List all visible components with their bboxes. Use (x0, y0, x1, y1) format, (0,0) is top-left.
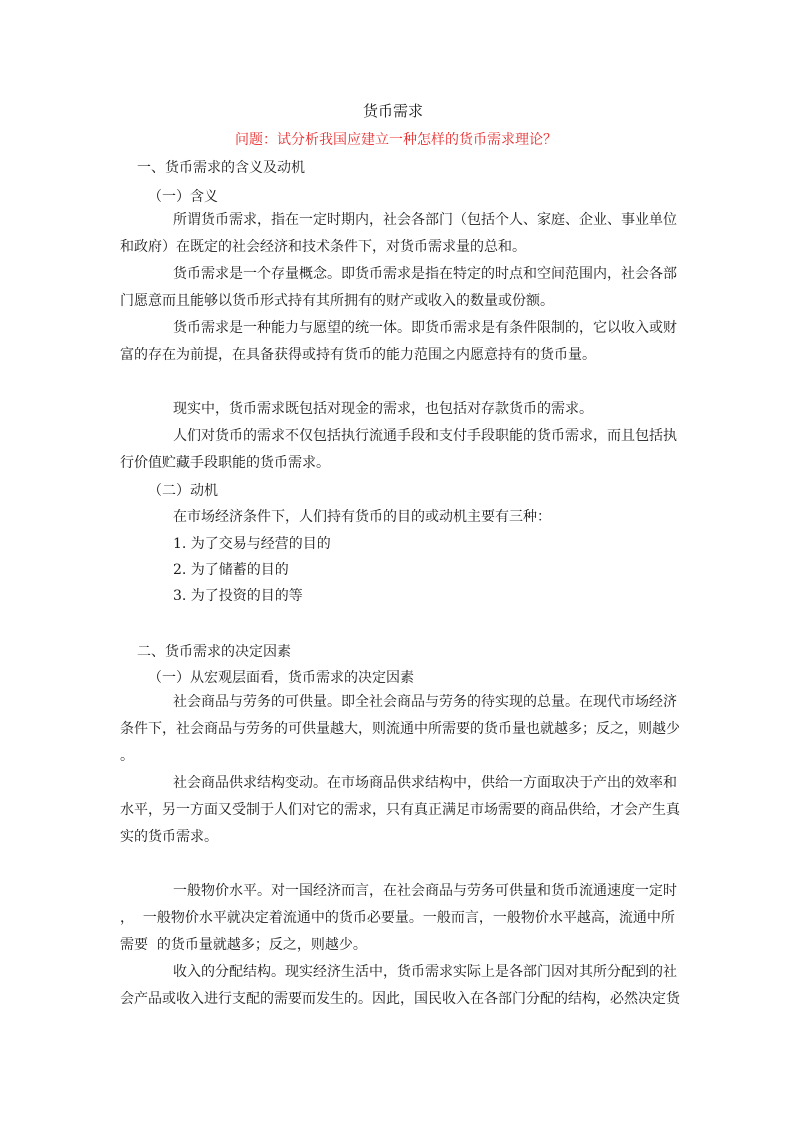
paragraph-line: ， 一般物价水平就决定着流通中的货币必要量。一般而言，一般物价水平越高，流通中所 (120, 910, 675, 926)
paragraph-line: 现实中，货币需求既包括对现金的需求，也包括对存款货币的需求。 (173, 401, 593, 417)
paragraph-line: 条件下，社会商品与劳务的可供量越大，则流通中所需要的货币量也就越多；反之，则越少 (120, 721, 680, 737)
paragraph-line: 水平，另一方面又受制于人们对它的需求，只有真正满足市场需要的商品供给，才会产生真 (120, 802, 680, 818)
paragraph-line: 在市场经济条件下，人们持有货币的目的或动机主要有三种： (173, 509, 551, 525)
paragraph-line: 所谓货币需求，指在一定时期内，社会各部门（包括个人、家庭、企业、事业单位 (173, 212, 677, 228)
paragraph-line: 社会商品与劳务的可供量。即全社会商品与劳务的待实现的总量。在现代市场经济 (173, 694, 677, 710)
question-line: 问题：试分析我国应建立一种怎样的货币需求理论？ (235, 132, 557, 148)
paragraph-line: 社会商品供求结构变动。在市场商品供求结构中，供给一方面取决于产出的效率和 (173, 775, 677, 791)
section-1-heading: 一、货币需求的含义及动机 (137, 160, 305, 176)
paragraph-line: 货币需求是一个存量概念。即货币需求是指在特定的时点和空间范围内，社会各部 (173, 266, 677, 282)
paragraph-line: 。 (120, 748, 134, 764)
paragraph-line: 需要 的货币量就越多；反之，则越少。 (120, 937, 367, 953)
paragraph-line: 人们对货币的需求不仅包括执行流通手段和支付手段职能的货币需求，而且包括执 (173, 428, 677, 444)
section-2-heading: 二、货币需求的决定因素 (137, 644, 291, 660)
list-item: 2. 为了储蓄的目的 (173, 562, 289, 578)
paragraph-line: 富的存在为前提，在具备获得或持有货币的能力范围之内愿意持有的货币量。 (120, 347, 596, 363)
subsection-2-1-heading: （一）从宏观层面看，货币需求的决定因素 (148, 670, 414, 686)
list-item: 1. 为了交易与经营的目的 (173, 536, 331, 552)
page-title: 货币需求 (363, 102, 424, 120)
paragraph-line: 和政府）在既定的社会经济和技术条件下，对货币需求量的总和。 (120, 239, 526, 255)
paragraph-line: 收入的分配结构。现实经济生活中，货币需求实际上是各部门因对其所分配到的社 (173, 964, 677, 980)
list-item: 3. 为了投资的目的等 (173, 588, 303, 604)
paragraph-line: 会产品或收入进行支配的需要而发生的。因此，国民收入在各部门分配的结构，必然决定货 (120, 991, 680, 1007)
subsection-1-1-heading: （一）含义 (148, 189, 218, 205)
paragraph-line: 一般物价水平。对一国经济而言，在社会商品与劳务可供量和货币流通速度一定时 (173, 883, 677, 899)
subsection-1-2-heading: （二）动机 (148, 483, 218, 499)
paragraph-line: 货币需求是一种能力与愿望的统一体。即货币需求是有条件限制的，它以收入或财 (173, 320, 677, 336)
paragraph-line: 实的货币需求。 (120, 829, 218, 845)
paragraph-line: 门愿意而且能够以货币形式持有其所拥有的财产或收入的数量或份额。 (120, 293, 554, 309)
paragraph-line: 行价值贮藏手段职能的货币需求。 (120, 455, 330, 471)
